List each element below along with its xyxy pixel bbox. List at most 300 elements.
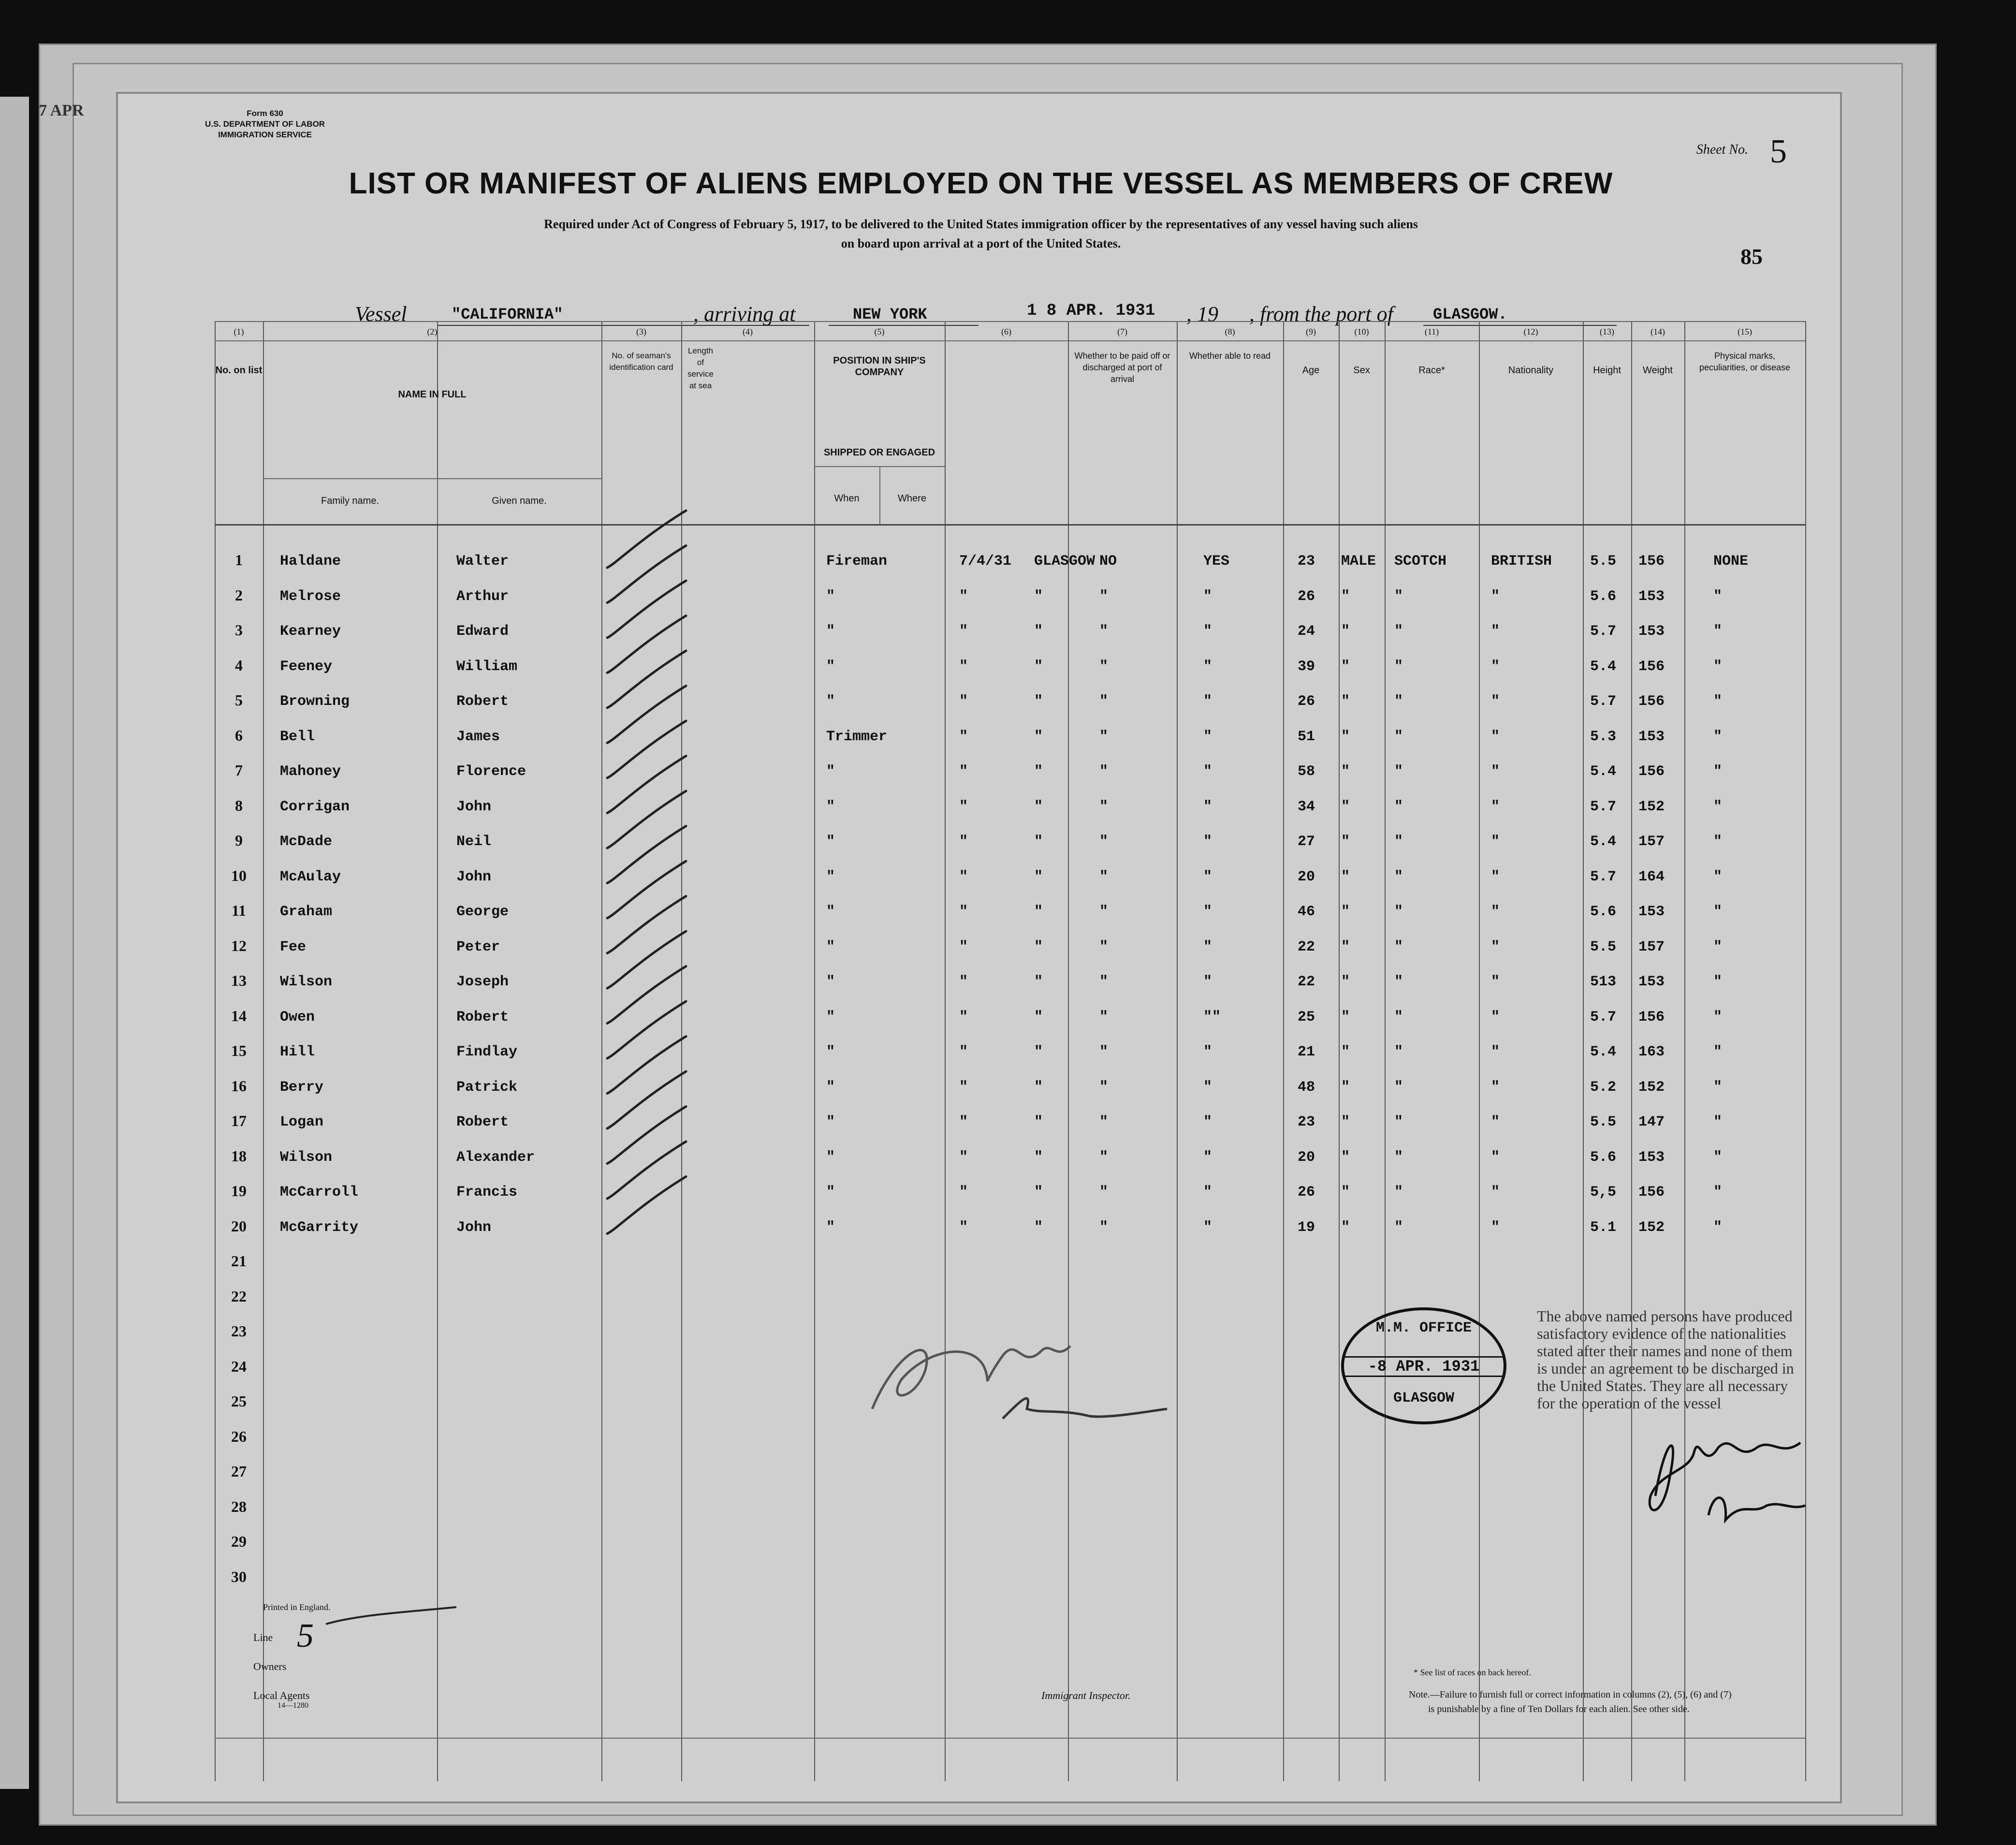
age-cell: 22	[1298, 974, 1315, 990]
row-number: 19	[231, 1182, 247, 1200]
edge-strip	[0, 97, 29, 1789]
able-to-read-cell: "	[1203, 938, 1213, 955]
family-name-cell: Fee	[280, 938, 307, 955]
from-port-label: , from the port of	[1249, 302, 1393, 326]
column-number: (10)	[1354, 327, 1369, 337]
able-to-read-cell: "	[1203, 1079, 1213, 1096]
family-name-cell: McAulay	[280, 868, 341, 885]
position-cell: "	[826, 904, 835, 920]
line-label: Line	[253, 1631, 273, 1643]
shipped-when-cell: "	[959, 1149, 968, 1166]
shipped-when-cell: "	[959, 658, 968, 675]
row-number: 28	[231, 1497, 247, 1515]
row-number: 3	[235, 621, 243, 639]
sex-cell: "	[1341, 763, 1350, 780]
check-mark	[607, 826, 686, 883]
age-cell: 20	[1298, 1149, 1315, 1166]
age-cell: 24	[1298, 623, 1315, 640]
position-cell: "	[826, 1009, 835, 1025]
paid-off-cell: "	[1099, 588, 1109, 605]
shipped-where-cell: "	[1034, 834, 1043, 850]
column-number: (15)	[1738, 327, 1752, 337]
paid-off-cell: "	[1099, 1149, 1109, 1166]
height-cell: 5.7	[1590, 1009, 1617, 1025]
nationality-cell: "	[1491, 904, 1500, 920]
penalty-note-1: Note.—Failure to furnish full or correct information in columns (2), (5), (6) and (7)	[1409, 1689, 1732, 1700]
row-number: 23	[231, 1322, 247, 1340]
shipped-when-cell: "	[959, 728, 968, 745]
sex-cell: "	[1341, 693, 1350, 710]
column-number: (2)	[427, 327, 438, 337]
family-name-cell: Melrose	[280, 588, 341, 605]
column-number: (7)	[1117, 327, 1127, 337]
age-cell: 51	[1298, 728, 1315, 745]
header-height: Height	[1593, 365, 1621, 376]
shipped-when-cell: "	[959, 834, 968, 850]
physical-marks-cell: "	[1713, 868, 1723, 885]
weight-cell: 163	[1638, 1044, 1665, 1060]
shipped-where-cell: "	[1034, 904, 1043, 920]
paid-off-cell: "	[1099, 1184, 1109, 1201]
family-name-cell: Browning	[280, 693, 350, 710]
able-to-read-cell: "	[1203, 834, 1213, 850]
paid-off-cell: "	[1099, 1219, 1109, 1236]
nationality-cell: BRITISH	[1491, 553, 1552, 570]
paid-off-cell: "	[1099, 868, 1109, 885]
row-number: 27	[231, 1463, 247, 1480]
row-number: 7	[235, 761, 243, 779]
shipped-when-cell: "	[959, 1079, 968, 1096]
height-cell: 5.6	[1590, 1149, 1617, 1166]
header-id-card: No. of seaman's identification card	[609, 351, 673, 372]
able-to-read-cell: "	[1203, 974, 1213, 990]
sex-cell: "	[1341, 1044, 1350, 1060]
shipped-where-cell: "	[1034, 1149, 1043, 1166]
shipped-when-cell: "	[959, 798, 968, 815]
age-cell: 23	[1298, 1114, 1315, 1130]
check-mark	[607, 1107, 686, 1164]
office-stamp	[1341, 1307, 1506, 1424]
year-label: , 19	[1186, 302, 1218, 326]
weight-cell: 153	[1638, 1149, 1665, 1166]
nationality-cell: "	[1491, 798, 1500, 815]
family-name-cell: McDade	[280, 834, 333, 850]
height-cell: 5.4	[1590, 834, 1617, 850]
position-cell: "	[826, 974, 835, 990]
row-number: 13	[231, 972, 247, 989]
nationality-cell: "	[1491, 1149, 1500, 1166]
check-mark	[607, 1001, 686, 1058]
vessel-name: "CALIFORNIA"	[452, 306, 563, 323]
height-cell: 5.7	[1590, 798, 1617, 815]
shipped-when-cell: "	[959, 623, 968, 640]
sheet-label: Sheet No.	[1696, 142, 1748, 157]
check-mark	[607, 1177, 686, 1234]
physical-marks-cell: "	[1713, 1149, 1723, 1166]
sex-cell: "	[1341, 798, 1350, 815]
position-cell: "	[826, 588, 835, 605]
height-cell: 5.2	[1590, 1079, 1617, 1096]
shipped-where-cell: "	[1034, 1009, 1043, 1025]
height-cell: 5.6	[1590, 904, 1617, 920]
weight-cell: 157	[1638, 834, 1665, 850]
nationality-cell: "	[1491, 1079, 1500, 1096]
given-name-cell: Arthur	[456, 588, 509, 605]
superintendent-signature	[1636, 1419, 1820, 1539]
header-shipped: SHIPPED OR ENGAGED	[823, 447, 935, 458]
row-number: 11	[231, 902, 247, 919]
nationality-cell: "	[1491, 658, 1500, 675]
row-number: 20	[231, 1217, 247, 1235]
nationality-cell: "	[1491, 588, 1500, 605]
header-name-in-full: NAME IN FULL	[398, 389, 467, 400]
position-cell: "	[826, 938, 835, 955]
race-cell: "	[1394, 974, 1403, 990]
given-name-cell: John	[456, 798, 492, 815]
race-cell: "	[1394, 658, 1403, 675]
able-to-read-cell: "	[1203, 1044, 1213, 1060]
header-race: Race*	[1418, 365, 1445, 376]
family-name-cell: Mahoney	[280, 763, 341, 780]
position-cell: "	[826, 1149, 835, 1166]
height-cell: 5.5	[1590, 1114, 1617, 1130]
age-cell: 25	[1298, 1009, 1315, 1025]
weight-cell: 153	[1638, 974, 1665, 990]
row-number: 5	[235, 691, 243, 709]
arrival-date: 1 8 APR. 1931	[1027, 302, 1155, 320]
weight-cell: 156	[1638, 1184, 1665, 1201]
age-cell: 46	[1298, 904, 1315, 920]
penalty-note-2: is punishable by a fine of Ten Dollars for each alien. See other side.	[1428, 1704, 1690, 1714]
shipped-where-cell: "	[1034, 763, 1043, 780]
page-number: 85	[1740, 244, 1763, 269]
inspector-signature	[858, 1312, 1206, 1438]
header-position: POSITION IN SHIP'S COMPANY	[833, 355, 926, 378]
form-header	[205, 108, 325, 140]
family-name-cell: Owen	[280, 1009, 315, 1025]
age-cell: 48	[1298, 1079, 1315, 1096]
endorsement-line: for the operation of the vessel	[1537, 1394, 1722, 1412]
shipped-when-cell: "	[959, 904, 968, 920]
paid-off-cell: "	[1099, 904, 1109, 920]
inspector-label: Immigrant Inspector.	[1041, 1689, 1131, 1701]
physical-marks-cell: "	[1713, 763, 1723, 780]
given-name-cell: George	[456, 904, 509, 920]
check-mark	[607, 1142, 686, 1199]
family-name-cell: Wilson	[280, 1149, 333, 1166]
weight-cell: 153	[1638, 904, 1665, 920]
position-cell: "	[826, 623, 835, 640]
column-number: (14)	[1651, 327, 1665, 337]
paid-off-cell: "	[1099, 1114, 1109, 1130]
row-number: 24	[231, 1357, 247, 1375]
row-number: 25	[231, 1392, 247, 1410]
footer-flourish	[321, 1605, 466, 1634]
family-name-cell: Bell	[280, 728, 315, 745]
given-name-cell: Neil	[456, 834, 492, 850]
able-to-read-cell: "	[1203, 798, 1213, 815]
physical-marks-cell: "	[1713, 798, 1723, 815]
endorsement-line: the United States. They are all necessary	[1537, 1377, 1788, 1394]
shipped-where-cell: "	[1034, 658, 1043, 675]
family-name-cell: Feeney	[280, 658, 333, 675]
nationality-cell: "	[1491, 938, 1500, 955]
physical-marks-cell: "	[1713, 834, 1723, 850]
race-cell: "	[1394, 1219, 1403, 1236]
race-cell: "	[1394, 1114, 1403, 1130]
shipped-when-cell: "	[959, 763, 968, 780]
height-cell: 5.4	[1590, 1044, 1617, 1060]
given-name-cell: Florence	[456, 763, 526, 780]
shipped-when-cell: "	[959, 1009, 968, 1025]
sex-cell: "	[1341, 623, 1350, 640]
paid-off-cell: "	[1099, 1044, 1109, 1060]
header-nationality: Nationality	[1508, 365, 1554, 376]
position-cell: "	[826, 763, 835, 780]
sex-cell: "	[1341, 834, 1350, 850]
able-to-read-cell: "	[1203, 728, 1213, 745]
sex-cell: "	[1341, 868, 1350, 885]
shipped-where-cell: "	[1034, 693, 1043, 710]
from-port: GLASGOW.	[1433, 306, 1507, 323]
edge-label: 7 APR	[39, 102, 84, 119]
nationality-cell: "	[1491, 1044, 1500, 1060]
shipped-where-cell: "	[1034, 588, 1043, 605]
arriving-label: , arriving at	[693, 302, 796, 326]
header-length-service: Length of service at sea	[687, 346, 714, 390]
check-mark	[607, 1071, 686, 1128]
paid-off-cell: "	[1099, 623, 1109, 640]
row-number: 30	[231, 1567, 247, 1585]
age-cell: 58	[1298, 763, 1315, 780]
nationality-cell: "	[1491, 1184, 1500, 1201]
physical-marks-cell: "	[1713, 728, 1723, 745]
column-number: (8)	[1225, 327, 1235, 337]
sex-cell: MALE	[1341, 553, 1376, 570]
paid-off-cell: "	[1099, 763, 1109, 780]
shipped-where-cell: "	[1034, 1184, 1043, 1201]
family-name-cell: Berry	[280, 1079, 324, 1096]
check-mark	[607, 616, 686, 673]
header-physical-marks: Physical marks, peculiarities, or disease	[1699, 351, 1791, 372]
check-mark	[607, 966, 686, 1024]
age-cell: 34	[1298, 798, 1315, 815]
endorsement-note	[1537, 1307, 1794, 1412]
weight-cell: 147	[1638, 1114, 1665, 1130]
row-number: 2	[235, 586, 243, 604]
weight-cell: 153	[1638, 623, 1665, 640]
able-to-read-cell: "	[1203, 1114, 1213, 1130]
age-cell: 22	[1298, 938, 1315, 955]
agents-code: 14—1280	[278, 1701, 308, 1710]
race-cell: "	[1394, 868, 1403, 885]
race-cell: "	[1394, 938, 1403, 955]
height-cell: 5.7	[1590, 868, 1617, 885]
age-cell: 23	[1298, 553, 1315, 570]
header-where: Where	[898, 493, 926, 504]
physical-marks-cell: "	[1713, 588, 1723, 605]
position-cell: Fireman	[826, 553, 888, 570]
physical-marks-cell: "	[1713, 1219, 1723, 1236]
height-cell: 5.3	[1590, 728, 1617, 745]
row-number: 26	[231, 1427, 247, 1445]
row-number: 17	[231, 1112, 247, 1129]
race-cell: "	[1394, 834, 1403, 850]
position-cell: "	[826, 1044, 835, 1060]
header-when: When	[834, 493, 860, 504]
family-name-cell: Haldane	[280, 553, 341, 570]
height-cell: 5.5	[1590, 938, 1617, 955]
endorsement-line: The above named persons have produced	[1537, 1307, 1793, 1325]
given-name-cell: Alexander	[456, 1149, 535, 1166]
header-family-name: Family name.	[321, 496, 380, 506]
race-cell: "	[1394, 728, 1403, 745]
race-cell: "	[1394, 1044, 1403, 1060]
given-name-cell: Robert	[456, 693, 509, 710]
paid-off-cell: "	[1099, 728, 1109, 745]
physical-marks-cell: "	[1713, 658, 1723, 675]
row-number: 1	[235, 551, 243, 569]
header-age: Age	[1302, 365, 1320, 376]
physical-marks-cell: "	[1713, 974, 1723, 990]
column-number: (13)	[1600, 327, 1614, 337]
column-number: (3)	[636, 327, 646, 337]
header-sex: Sex	[1353, 365, 1370, 376]
race-cell: "	[1394, 588, 1403, 605]
position-cell: "	[826, 658, 835, 675]
family-name-cell: Corrigan	[280, 798, 350, 815]
position-cell: "	[826, 1184, 835, 1201]
row-number: 29	[231, 1533, 247, 1550]
physical-marks-cell: "	[1713, 1009, 1723, 1025]
row-number: 9	[235, 832, 243, 849]
family-name-cell: Kearney	[280, 623, 341, 640]
shipped-where-cell: "	[1034, 1114, 1043, 1130]
service-label: IMMIGRATION SERVICE	[218, 130, 312, 139]
given-name-cell: Robert	[456, 1114, 509, 1130]
endorsement-line: satisfactory evidence of the nationalities	[1537, 1325, 1786, 1342]
physical-marks-cell: "	[1713, 693, 1723, 710]
column-number: (4)	[743, 327, 753, 337]
age-cell: 39	[1298, 658, 1315, 675]
able-to-read-cell: "	[1203, 904, 1213, 920]
given-name-cell: William	[456, 658, 518, 675]
endorsement-line: is under an agreement to be discharged in	[1537, 1360, 1794, 1377]
form-number: Form 630	[247, 109, 283, 118]
column-number: (11)	[1424, 327, 1439, 337]
weight-cell: 156	[1638, 693, 1665, 710]
column-number: (9)	[1306, 327, 1316, 337]
check-mark	[607, 581, 686, 638]
age-cell: 26	[1298, 1184, 1315, 1201]
physical-marks-cell: "	[1713, 623, 1723, 640]
nationality-cell: "	[1491, 1009, 1500, 1025]
shipped-when-cell: "	[959, 974, 968, 990]
given-name-cell: Robert	[456, 1009, 509, 1025]
arriving-port: NEW YORK	[853, 306, 927, 323]
race-cell: "	[1394, 623, 1403, 640]
position-cell: "	[826, 693, 835, 710]
race-cell: "	[1394, 798, 1403, 815]
able-to-read-cell: "	[1203, 658, 1213, 675]
sex-cell: "	[1341, 1149, 1350, 1166]
age-cell: 19	[1298, 1219, 1315, 1236]
weight-cell: 156	[1638, 763, 1665, 780]
row-number: 8	[235, 796, 243, 814]
sex-cell: "	[1341, 1219, 1350, 1236]
position-cell: "	[826, 1079, 835, 1096]
race-cell: "	[1394, 1009, 1403, 1025]
given-name-cell: Findlay	[456, 1044, 518, 1060]
check-mark	[607, 686, 686, 743]
check-mark	[607, 546, 686, 603]
sex-cell: "	[1341, 1079, 1350, 1096]
paid-off-cell: NO	[1099, 553, 1117, 570]
manifest-sheet	[116, 92, 1842, 1803]
row-number: 22	[231, 1287, 247, 1305]
given-name-cell: Walter	[456, 553, 509, 570]
sex-cell: "	[1341, 904, 1350, 920]
endorsement-line: stated after their names and none of them	[1537, 1342, 1793, 1360]
row-number: 4	[235, 656, 243, 674]
height-cell: 5.6	[1590, 588, 1617, 605]
able-to-read-cell: "	[1203, 868, 1213, 885]
check-mark	[607, 756, 686, 813]
paid-off-cell: "	[1099, 938, 1109, 955]
shipped-when-cell: "	[959, 1044, 968, 1060]
row-number: 16	[231, 1077, 247, 1095]
nationality-cell: "	[1491, 974, 1500, 990]
crew-table	[215, 321, 1805, 1781]
physical-marks-cell: "	[1713, 1044, 1723, 1060]
stamp-top-text: M.M. OFFICE	[1375, 1320, 1472, 1336]
paid-off-cell: "	[1099, 658, 1109, 675]
race-cell: "	[1394, 763, 1403, 780]
paid-off-cell: "	[1099, 798, 1109, 815]
row-number: 18	[231, 1147, 247, 1165]
shipped-when-cell: "	[959, 868, 968, 885]
agents-label: Local Agents	[253, 1689, 310, 1701]
races-note: * See list of races on back hereof.	[1414, 1668, 1531, 1677]
age-cell: 20	[1298, 868, 1315, 885]
able-to-read-cell: "	[1203, 588, 1213, 605]
shipped-when-cell: "	[959, 938, 968, 955]
paid-off-cell: "	[1099, 1009, 1109, 1025]
check-mark	[607, 511, 686, 568]
row-number: 6	[235, 726, 243, 744]
stamp-bottom-text: GLASGOW	[1393, 1390, 1455, 1406]
physical-marks-cell: "	[1713, 938, 1723, 955]
row-number: 10	[231, 866, 247, 884]
physical-marks-cell: NONE	[1713, 553, 1749, 570]
race-cell: "	[1394, 693, 1403, 710]
nationality-cell: "	[1491, 868, 1500, 885]
given-name-cell: John	[456, 868, 492, 885]
subtitle-line-2: on board upon arrival at a port of the United States.	[841, 236, 1121, 250]
able-to-read-cell: "	[1203, 1184, 1213, 1201]
shipped-when-cell: "	[959, 1114, 968, 1130]
shipped-when-cell: "	[959, 1219, 968, 1236]
check-mark	[607, 896, 686, 953]
header-given-name: Given name.	[492, 496, 547, 506]
race-cell: "	[1394, 1149, 1403, 1166]
row-number: 21	[231, 1252, 247, 1270]
shipped-where-cell: "	[1034, 1079, 1043, 1096]
race-cell: "	[1394, 1184, 1403, 1201]
given-name-cell: Patrick	[456, 1079, 518, 1096]
position-cell: "	[826, 798, 835, 815]
height-cell: 5.4	[1590, 763, 1617, 780]
